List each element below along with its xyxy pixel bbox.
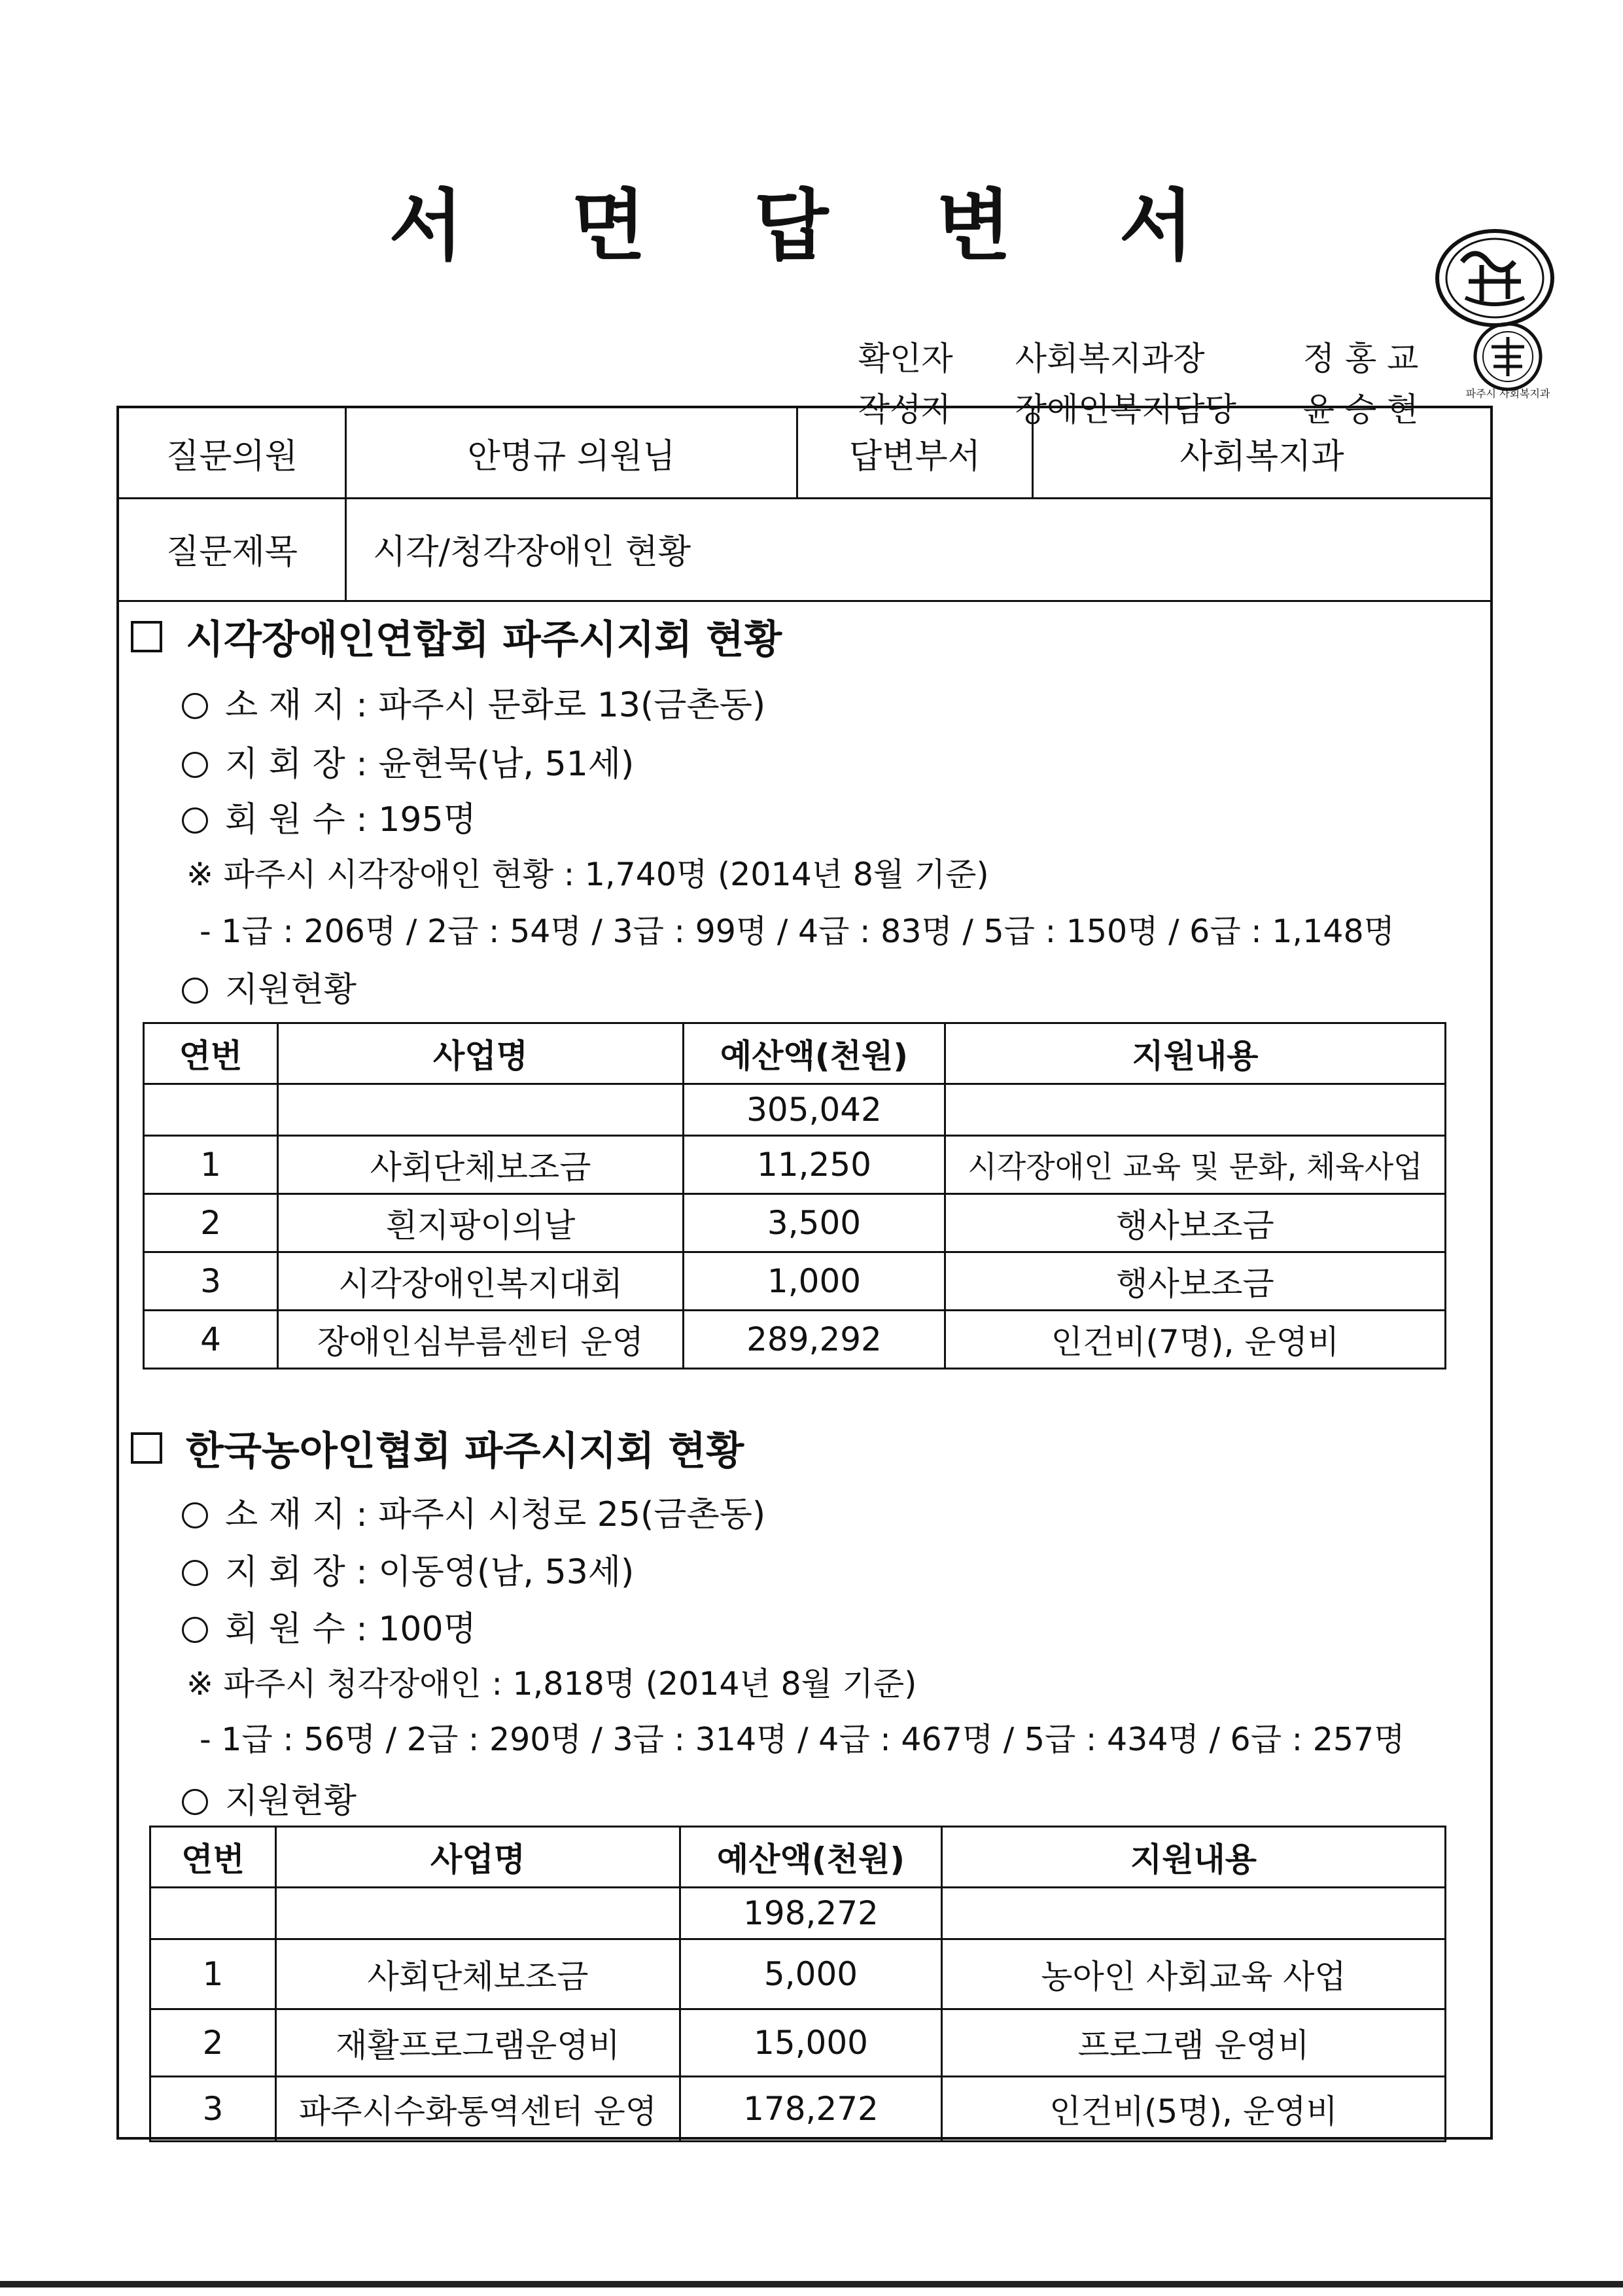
total-amount: 305,042 <box>684 1084 945 1136</box>
section1-chair: 지 회 장 : 윤현묵(남, 51세) <box>182 736 634 785</box>
table-header-row <box>150 1827 1446 1888</box>
col-header-no: 연번 <box>144 1023 278 1084</box>
page-bottom-rule <box>0 2281 1623 2287</box>
section1-table <box>143 1022 1446 1369</box>
confirm-label: 확인자 <box>858 340 953 378</box>
table-row: 3 파주시수화통역센터 운영 178,272 인건비(5명), 운영비 <box>150 2077 1446 2142</box>
bullet-circle-icon <box>182 1560 208 1586</box>
writer-label: 작성자 <box>858 391 953 429</box>
questioner-value: 안명규 의원님 <box>347 408 798 497</box>
subject-value: 시각/청각장애인 현황 <box>373 533 691 572</box>
table-row: 2 흰지팡이의날 3,500 행사보조금 <box>144 1194 1446 1252</box>
section1-note: ※ 파주시 시각장애인 현황 : 1,740명 (2014년 8월 기준) <box>186 856 989 893</box>
dept-value: 사회복지과 <box>1179 436 1344 476</box>
col-header-name: 사업명 <box>278 1023 684 1084</box>
table-row: 3 시각장애인복지대회 1,000 행사보조금 <box>144 1252 1446 1311</box>
total-amount: 198,272 <box>680 1888 942 1939</box>
section2-table <box>149 1826 1446 2142</box>
table-row: 4 장애인심부름센터 운영 289,292 인건비(7명), 운영비 <box>144 1311 1446 1369</box>
bullet-circle-icon <box>182 693 208 719</box>
section2-title: 한국농아인협회 파주시지회 현황 <box>186 1428 744 1474</box>
checkbox-square-icon <box>131 621 162 652</box>
section2-chair: 지 회 장 : 이동영(남, 53세) <box>182 1544 634 1593</box>
confirm-name: 정 홍 교 <box>1302 340 1419 378</box>
section2-members: 회 원 수 : 100명 <box>182 1601 476 1650</box>
section2-location: 소 재 지 : 파주시 시청로 25(금촌동) <box>182 1487 765 1536</box>
bullet-circle-icon <box>182 807 208 834</box>
bullet-circle-icon <box>182 1617 208 1643</box>
section1-heading <box>131 609 782 665</box>
col-header-amount: 예산액(천원) <box>680 1827 942 1888</box>
table-row: 1 사회단체보조금 5,000 농아인 사회교육 사업 <box>150 1939 1446 2009</box>
table-row: 1 사회단체보조금 11,250 시각장애인 교육 및 문화, 체육사업 <box>144 1136 1446 1194</box>
bullet-circle-icon <box>182 1502 208 1528</box>
bullet-circle-icon <box>182 752 208 778</box>
col-header-no: 연번 <box>150 1827 276 1888</box>
official-seal <box>1423 226 1560 402</box>
col-header-content: 지원내용 <box>942 1827 1446 1888</box>
section2-support: 지원현황 <box>182 1773 357 1822</box>
dept-label: 답변부서 <box>798 408 1034 497</box>
confirm-dept: 사회복지과장 <box>1015 340 1205 378</box>
subject-label: 질문제목 <box>119 497 347 600</box>
section2-note: ※ 파주시 청각장애인 : 1,818명 (2014년 8월 기준) <box>186 1665 917 1703</box>
section2-grades: - 1급 : 56명 / 2급 : 290명 / 3급 : 314명 / 4급 : 467명 / 5급 : 434명 / 6급 : 257명 <box>200 1721 1405 1758</box>
document-title: 서 면 답 변 서 <box>389 180 1234 271</box>
questioner-label: 질문의원 <box>119 408 347 497</box>
col-header-amount: 예산액(천원) <box>684 1023 945 1084</box>
writer-dept: 장애인복지담당 <box>1015 391 1236 429</box>
bullet-circle-icon <box>182 978 208 1004</box>
section1-grades: - 1급 : 206명 / 2급 : 54명 / 3급 : 99명 / 4급 : 83명 / 5급 : 150명 / 6급 : 1,148명 <box>200 913 1395 950</box>
col-header-content: 지원내용 <box>945 1023 1446 1084</box>
writer-name: 윤 승 현 <box>1302 391 1419 429</box>
table-total-row <box>150 1888 1446 1939</box>
stamp-text: 파주시 사회복지과 <box>1465 387 1550 400</box>
section1-support: 지원현황 <box>182 962 357 1011</box>
table-header-row <box>144 1023 1446 1084</box>
bullet-circle-icon <box>182 1789 208 1815</box>
header-row-questioner <box>119 408 1490 499</box>
table-row: 2 재활프로그램운영비 15,000 프로그램 운영비 <box>150 2009 1446 2077</box>
section1-members: 회 원 수 : 195명 <box>182 792 476 841</box>
header-row-subject <box>119 497 1490 602</box>
checkbox-square-icon <box>131 1432 162 1464</box>
section2-heading <box>131 1420 744 1476</box>
table-total-row <box>144 1084 1446 1136</box>
section1-location: 소 재 지 : 파주시 문화로 13(금촌동) <box>182 677 765 726</box>
section1-title: 시각장애인연합회 파주시지회 현황 <box>186 617 782 663</box>
col-header-name: 사업명 <box>276 1827 680 1888</box>
